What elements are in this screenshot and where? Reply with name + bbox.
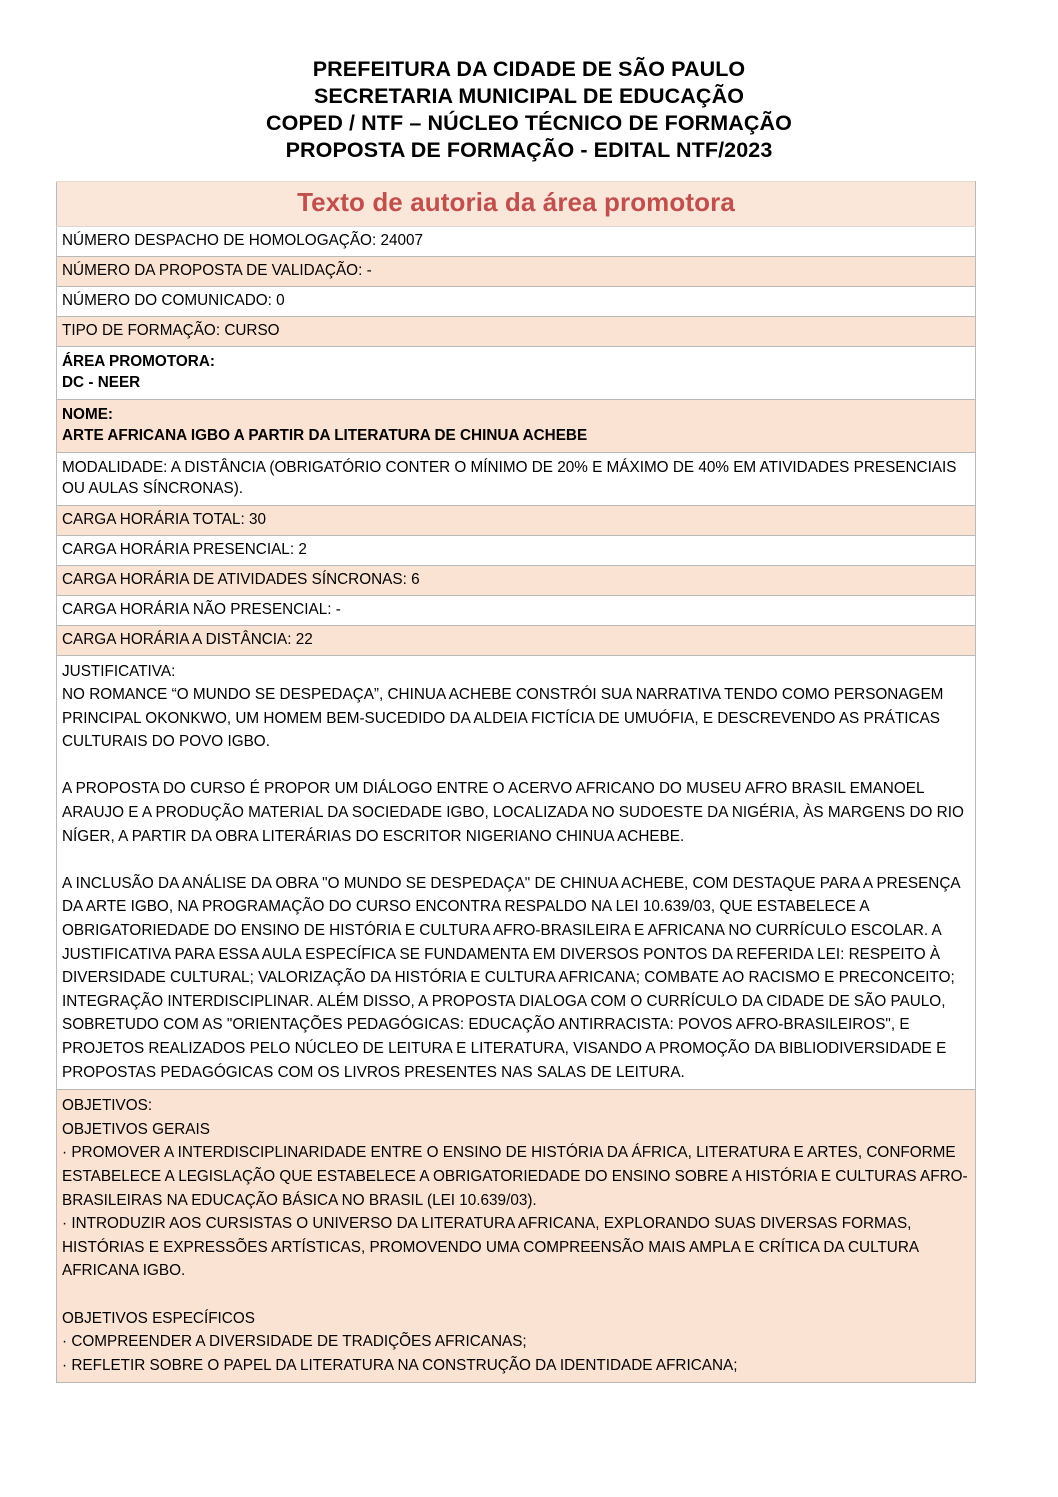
- cell-area-promotora: [57, 346, 976, 399]
- table-row-area-promotora: [57, 346, 976, 399]
- table-row-ch-nao-presencial: [57, 595, 976, 625]
- proposta-table: [56, 181, 976, 1383]
- cell-objetivos: [57, 1090, 976, 1383]
- table-row-proposta-validacao: [57, 256, 976, 286]
- table-row-comunicado: [57, 286, 976, 316]
- cell-carga-horaria-sincronas: CARGA HORÁRIA DE ATIVIDADES SÍNCRONAS: 6: [57, 565, 976, 595]
- area-promotora-value: DC - NEER: [62, 374, 141, 391]
- objetivo-especifico-2: · REFLETIR SOBRE O PAPEL DA LITERATURA NA CONSTRUÇÃO DA IDENTIDADE AFRICANA;: [62, 1356, 738, 1374]
- cell-numero-despacho: NÚMERO DESPACHO DE HOMOLOGAÇÃO: 24007: [57, 226, 976, 256]
- justificativa-paragraph-1: NO ROMANCE “O MUNDO SE DESPEDAÇA”, CHINUA ACHEBE CONSTRÓI SUA NARRATIVA TENDO COMO PERSONAGEM PRINCIPAL OKONKWO, UM HOMEM BEM-SUCEDIDO DA ALDEIA FICTÍCIA DE UMUÓFIA, E DESCREVENDO AS PRÁTICAS CULTURAIS DO POVO IGBO.: [62, 686, 944, 751]
- table-row-modalidade: [57, 452, 976, 505]
- objetivo-geral-1: · PROMOVER A INTERDISCIPLINARIDADE ENTRE O ENSINO DE HISTÓRIA DA ÁFRICA, LITERATURA E ARTES, CONFORME ESTABELECE A LEGISLAÇÃO QUE ESTABELECE A OBRIGATORIEDADE DO ENSINO SOBRE A HISTÓRIA E CULTURAS AFRO-BRASILEIRAS NA EDUCAÇÃO BÁSICA NO BRASIL (LEI 10.639/03).: [62, 1144, 968, 1209]
- header-line-coped-ntf: COPED / NTF – NÚCLEO TÉCNICO DE FORMAÇÃO: [266, 111, 792, 135]
- header-line-prefeitura: PREFEITURA DA CIDADE DE SÃO PAULO: [312, 57, 746, 81]
- cell-tipo-formacao: TIPO DE FORMAÇÃO: CURSO: [57, 316, 976, 346]
- table-row-nome: [57, 399, 976, 452]
- cell-carga-horaria-distancia: CARGA HORÁRIA A DISTÂNCIA: 22: [57, 625, 976, 655]
- cell-numero-proposta-validacao: NÚMERO DA PROPOSTA DE VALIDAÇÃO: -: [57, 256, 976, 286]
- table-row-ch-sincronas: [57, 565, 976, 595]
- table-row-despacho: [57, 226, 976, 256]
- document-header: [0, 0, 1058, 164]
- justificativa-paragraph-2: A PROPOSTA DO CURSO É PROPOR UM DIÁLOGO ENTRE O ACERVO AFRICANO DO MUSEU AFRO BRASIL EMANOEL ARAUJO E A PRODUÇÃO MATERIAL DA SOCIEDADE IGBO, LOCALIZADA NO SUDOESTE DA NIGÉRIA, ÀS MARGENS DO RIO NÍGER, A PARTIR DA OBRA LITERÁRIAS DO ESCRITOR NIGERIANO CHINUA ACHEBE.: [62, 780, 964, 845]
- objetivos-label: OBJETIVOS:: [62, 1097, 153, 1115]
- objetivo-geral-2: · INTRODUZIR AOS CURSISTAS O UNIVERSO DA LITERATURA AFRICANA, EXPLORANDO SUAS DIVERSAS FORMAS, HISTÓRIAS E EXPRESSÕES ARTÍSTICAS, PROMOVENDO UMA COMPREENSÃO MAIS AMPLA E CRÍTICA DA CULTURA AFRICANA IGBO.: [62, 1215, 919, 1280]
- cell-carga-horaria-total: CARGA HORÁRIA TOTAL: 30: [57, 505, 976, 535]
- table-row-objetivos: [57, 1090, 976, 1383]
- justificativa-paragraph-3: A INCLUSÃO DA ANÁLISE DA OBRA "O MUNDO SE DESPEDAÇA" DE CHINUA ACHEBE, COM DESTAQUE PARA A PRESENÇA DA ARTE IGBO, NA PROGRAMAÇÃO DO CURSO ENCONTRA RESPALDO NA LEI 10.639/03, QUE ESTABELECE A OBRIGATORIEDADE DO ENSINO DE HISTÓRIA E CULTURA AFRO-BRASILEIRA E AFRICANA NO CURRÍCULO ESCOLAR. A JUSTIFICATIVA PARA ESSA AULA ESPECÍFICA SE FUNDAMENTA EM DIVERSOS PONTOS DA REFERIDA LEI: RESPEITO À DIVERSIDADE CULTURAL; VALORIZAÇÃO DA HISTÓRIA E CULTURA AFRICANA; COMBATE AO RACISMO E PRECONCEITO; INTEGRAÇÃO INTERDISCIPLINAR. ALÉM DISSO, A PROPOSTA DIALOGA COM O CURRÍCULO DA CIDADE DE SÃO PAULO, SOBRETUDO COM AS "ORIENTAÇÕES PEDAGÓGICAS: EDUCAÇÃO ANTIRRACISTA: POVOS AFRO-BRASILEIROS", E PROJETOS REALIZADOS PELO NÚCLEO DE LEITURA E LITERATURA, VISANDO A PROMOÇÃO DA BIBLIODIVERSIDADE E PROPOSTAS PEDAGÓGICAS COM OS LIVROS PRESENTES NAS SALAS DE LEITURA.: [62, 874, 960, 1081]
- table-row-ch-presencial: [57, 535, 976, 565]
- header-line-proposta-edital: PROPOSTA DE FORMAÇÃO - EDITAL NTF/2023: [285, 138, 773, 162]
- objetivo-especifico-1: · COMPREENDER A DIVERSIDADE DE TRADIÇÕES AFRICANAS;: [62, 1333, 527, 1351]
- area-promotora-label: ÁREA PROMOTORA:: [62, 352, 215, 370]
- cell-nome: [57, 399, 976, 452]
- banner-cell: [57, 182, 976, 227]
- cell-justificativa: [57, 655, 976, 1090]
- justificativa-label: JUSTIFICATIVA:: [62, 662, 176, 680]
- cell-carga-horaria-nao-presencial: CARGA HORÁRIA NÃO PRESENCIAL: -: [57, 595, 976, 625]
- nome-value: ARTE AFRICANA IGBO A PARTIR DA LITERATURA DE CHINUA ACHEBE: [62, 427, 588, 444]
- cell-modalidade: MODALIDADE: A DISTÂNCIA (OBRIGATÓRIO CONTER O MÍNIMO DE 20% E MÁXIMO DE 40% EM ATIVIDADES PRESENCIAIS OU AULAS SÍNCRONAS).: [57, 452, 976, 505]
- nome-label: NOME:: [62, 405, 113, 423]
- cell-carga-horaria-presencial: CARGA HORÁRIA PRESENCIAL: 2: [57, 535, 976, 565]
- table-row-ch-total: [57, 505, 976, 535]
- table-row-tipo-formacao: [57, 316, 976, 346]
- header-line-secretaria: SECRETARIA MUNICIPAL DE EDUCAÇÃO: [313, 84, 745, 108]
- table-row-justificativa: [57, 655, 976, 1090]
- cell-numero-comunicado: NÚMERO DO COMUNICADO: 0: [57, 286, 976, 316]
- banner-title: Texto de autoria da área promotora: [297, 187, 735, 217]
- table-row-banner: [57, 182, 976, 227]
- table-row-ch-distancia: [57, 625, 976, 655]
- objetivos-especificos-title: OBJETIVOS ESPECÍFICOS: [62, 1309, 255, 1327]
- objetivos-gerais-title: OBJETIVOS GERAIS: [62, 1120, 210, 1138]
